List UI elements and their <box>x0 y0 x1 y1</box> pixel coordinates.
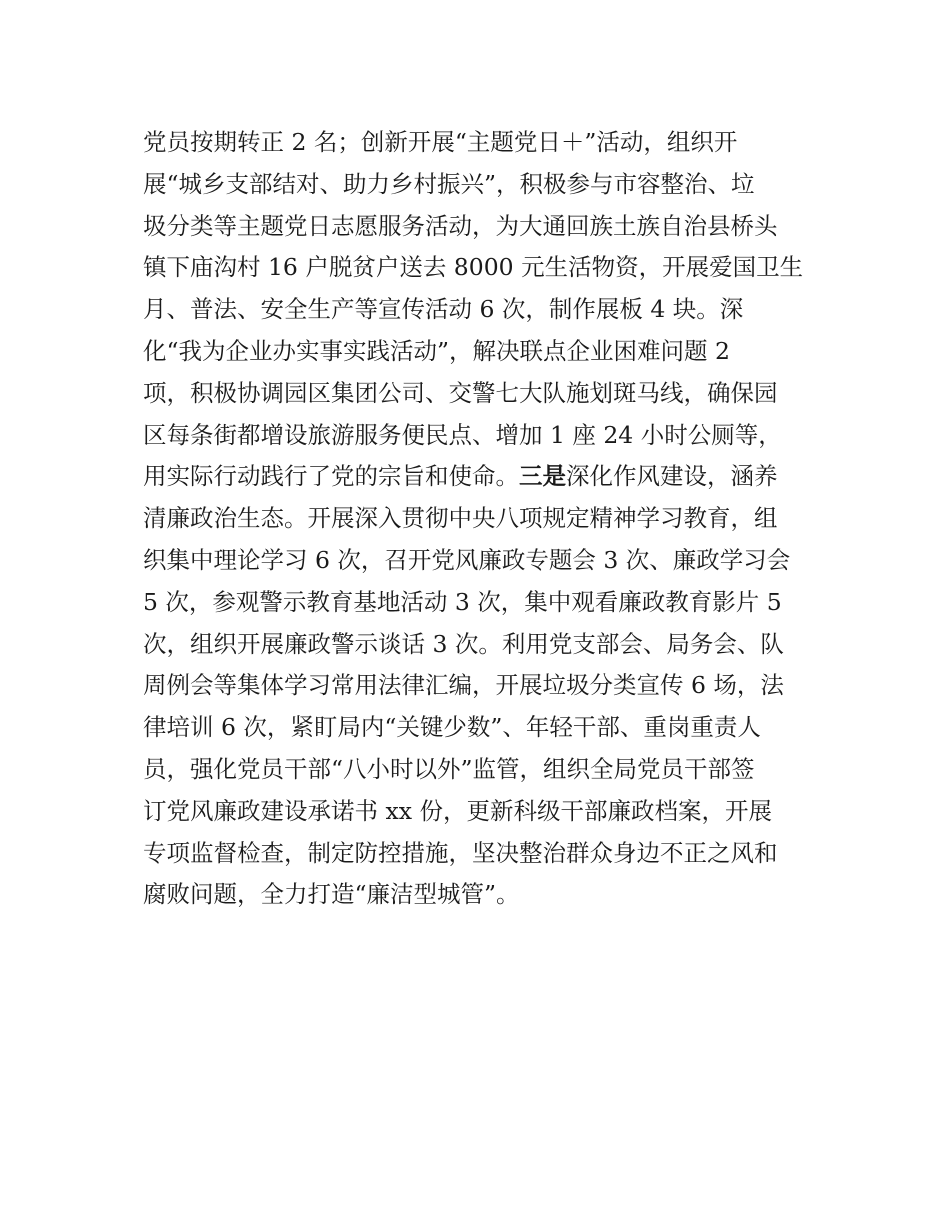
emphasis-label: 三是 <box>519 462 566 491</box>
line-text: 展“城乡支部结对、助力乡村振兴”，积极参与市容整治、垃 <box>143 169 755 198</box>
text-line <box>143 540 833 582</box>
text-line <box>143 122 833 164</box>
text-line <box>143 582 833 624</box>
text-line <box>143 415 833 457</box>
line-text: 专项监督检查，制定防控措施，坚决整治群众身边不正之风和 <box>143 838 778 867</box>
text-line <box>143 164 833 206</box>
text-line <box>143 624 833 666</box>
line-text: 次，组织开展廉政警示谈话 3 次。利用党支部会、局务会、队 <box>143 629 784 658</box>
text-line <box>143 373 833 415</box>
text-line <box>143 247 833 289</box>
line-text: 镇下庙沟村 16 户脱贫户送去 8000 元生活物资，开展爱国卫生 <box>143 253 804 282</box>
line-text: 腐败问题，全力打造“廉洁型城管”。 <box>143 880 520 909</box>
line-text: 周例会等集体学习常用法律汇编，开展垃圾分类宣传 6 场，法 <box>143 671 784 700</box>
line-text: 党员按期转正 2 名；创新开展“主题党日＋”活动，组织开 <box>143 128 738 156</box>
line-text: 律培训 6 次，紧盯局内“关键少数”、年轻干部、重岗重责人 <box>143 713 761 742</box>
line-text: 化“我为企业办实事实践活动”，解决联点企业困难问题 2 <box>143 336 730 365</box>
text-line <box>143 665 833 707</box>
line-text-after: 深化作风建设，涵养 <box>566 462 778 491</box>
text-line <box>143 456 833 498</box>
line-text: 月、普法、安全生产等宣传活动 6 次，制作展板 4 块。深 <box>143 295 744 324</box>
text-line <box>143 498 833 540</box>
text-line <box>143 707 833 749</box>
text-line <box>143 833 833 875</box>
line-text-before: 用实际行动践行了党的宗旨和使命。 <box>143 462 519 491</box>
document-body <box>143 122 833 916</box>
line-text: 项，积极协调园区集团公司、交警七大队施划斑马线，确保园 <box>143 378 778 407</box>
line-text: 清廉政治生态。开展深入贯彻中央八项规定精神学习教育，组 <box>143 504 778 533</box>
line-text: 圾分类等主题党日志愿服务活动，为大通回族土族自治县桥头 <box>143 211 778 240</box>
line-text: 织集中理论学习 6 次，召开党风廉政专题会 3 次、廉政学习会 <box>143 545 791 574</box>
text-line <box>143 749 833 791</box>
line-text: 5 次，参观警示教育基地活动 3 次，集中观看廉政教育影片 5 <box>143 587 782 616</box>
text-line <box>143 289 833 331</box>
line-text: 区每条街都增设旅游服务便民点、增加 1 座 24 小时公厕等， <box>143 420 782 449</box>
text-line <box>143 874 833 916</box>
text-line <box>143 331 833 373</box>
text-line <box>143 791 833 833</box>
line-text: 订党风廉政建设承诺书 xx 份，更新科级干部廉政档案，开展 <box>143 796 772 825</box>
text-line <box>143 206 833 248</box>
line-text: 员，强化党员干部“八小时以外”监管，组织全局党员干部签 <box>143 754 755 783</box>
